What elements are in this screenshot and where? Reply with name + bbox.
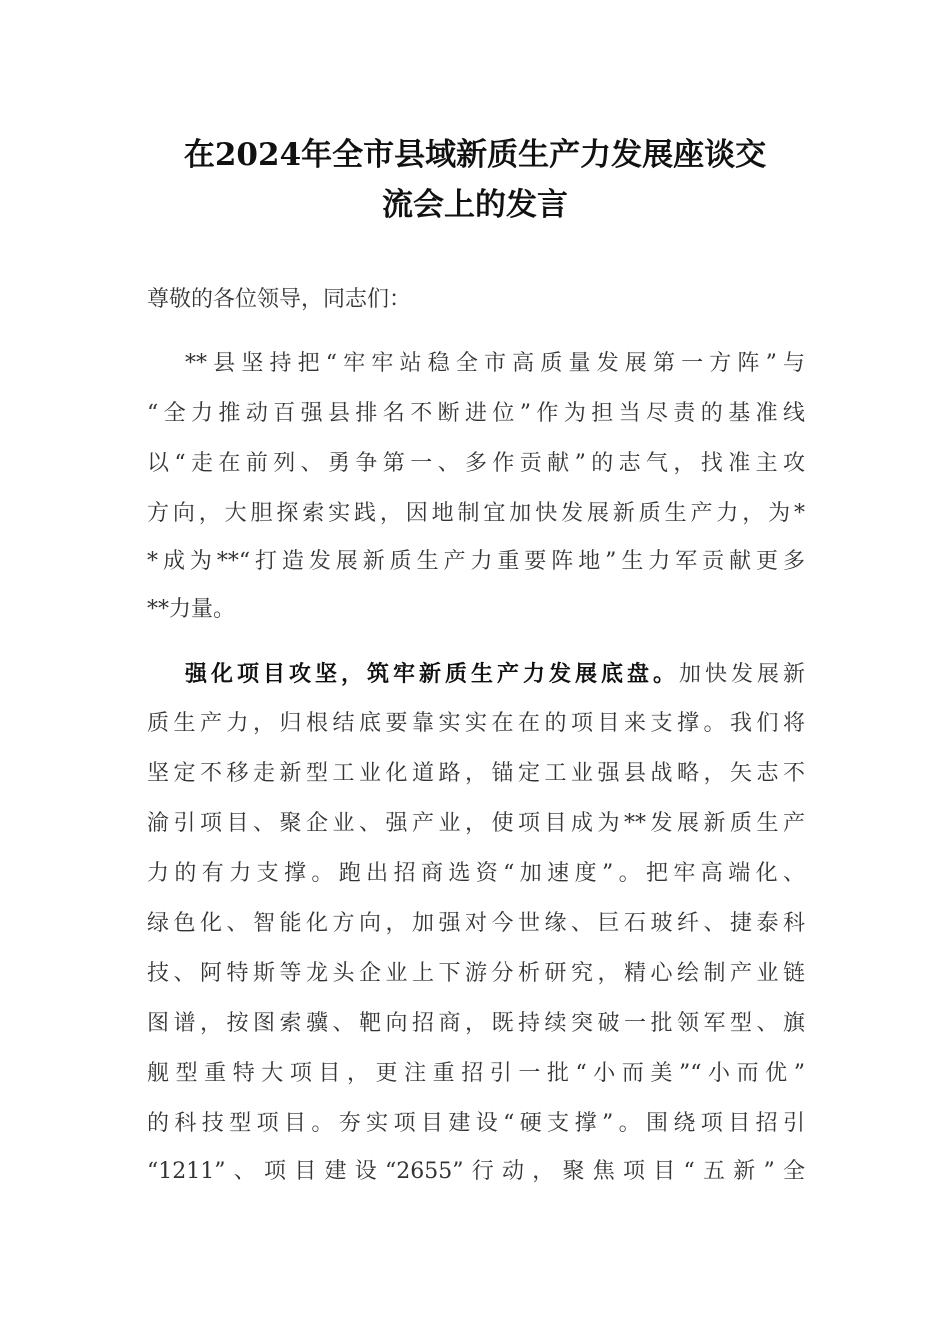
salutation: 尊敬的各位领导，同志们： (147, 287, 412, 312)
text-line: 技、阿特斯等龙头企业上下游分析研究，精心绘制产业链 (147, 961, 805, 986)
text-line: 图谱，按图索骥、靶向招商，既持续突破一批领军型、旗 (147, 1011, 805, 1036)
text-line: 方向，大胆探索实践，因地制宜加快发展新质生产力，为* (147, 501, 805, 526)
text-line: 渝引项目、聚企业、强产业，使项目成为**发展新质生产 (147, 811, 805, 836)
section-heading: 强化项目攻坚，筑牢新质生产力发展底盘。 (185, 661, 679, 687)
text-line: 舰型重特大项目，更注重招引一批“小而美”“小而优” (147, 1061, 805, 1086)
text-line: 坚定不移走新型工业化道路，锚定工业强县战略，矢志不 (147, 761, 805, 786)
text-line: “全力推动百强县排名不断进位”作为担当尽责的基准线 (147, 401, 805, 426)
text-span: 加快发展新 (678, 662, 805, 687)
text-line: 以“走在前列、勇争第一、多作贡献”的志气，找准主攻 (147, 451, 805, 476)
text-line: 力的有力支撑。跑出招商选资“加速度”。把牢高端化、 (147, 861, 805, 886)
text-line: 绿色化、智能化方向，加强对今世缘、巨石玻纤、捷泰科 (147, 911, 805, 936)
text-line (185, 659, 805, 690)
text-line: 质生产力，归根结底要靠实实在在的项目来支撑。我们将 (147, 711, 805, 736)
text-line: “1211”、项目建设“2655”行动，聚焦项目“五新”全 (147, 1159, 805, 1184)
text-line: **县坚持把“牢牢站稳全市高质量发展第一方阵”与 (185, 351, 805, 376)
text-line: **力量。 (147, 597, 236, 622)
document-title-line-2: 流会上的发言 (382, 187, 568, 223)
text-line: 的科技型项目。夯实项目建设“硬支撑”。围绕项目招引 (147, 1111, 805, 1136)
text-line: *成为**“打造发展新质生产力重要阵地”生力军贡献更多 (147, 549, 805, 574)
document-title-line-1: 在2024年全市县域新质生产力发展座谈交 (183, 137, 767, 173)
